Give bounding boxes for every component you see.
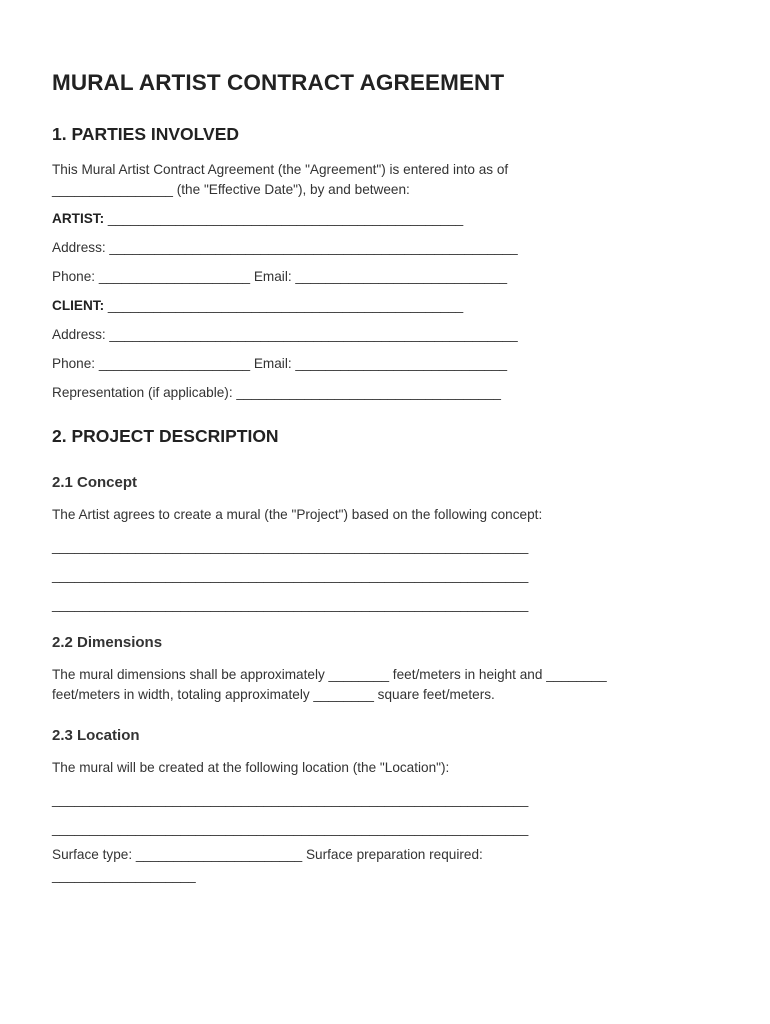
surface-preparation-field: ___________________ [52,868,196,883]
client-name-row [52,298,463,313]
client-address-field: Address: ______________________________________________________ [52,327,518,342]
location-blank-line-2: _______________________________________________________________ [52,821,529,836]
concept-text: The Artist agrees to create a mural (the "Project") based on the following concept: [52,507,543,522]
section-project-heading: 2. PROJECT DESCRIPTION [52,426,279,446]
dimensions-line-1: The mural dimensions shall be approximately ________ feet/meters in height and ________ [52,667,607,682]
representation-field: Representation (if applicable): ___________________________________ [52,385,501,400]
location-blank-line-1: _______________________________________________________________ [52,792,529,807]
effective-date-line: ________________ (the "Effective Date"), by and between: [52,182,410,197]
client-name-field: _______________________________________________ [107,298,464,313]
concept-blank-line-1: _______________________________________________________________ [52,539,529,554]
client-label: CLIENT: [52,298,105,313]
concept-heading: 2.1 Concept [52,474,138,491]
surface-type-field: Surface type: ______________________ Surface preparation required: [52,847,483,862]
artist-address-field: Address: ______________________________________________________ [52,240,518,255]
intro-line-1: This Mural Artist Contract Agreement (the "Agreement") is entered into as of [52,162,509,177]
client-phone-email-field: Phone: ____________________ Email: ____________________________ [52,356,508,371]
document-title: MURAL ARTIST CONTRACT AGREEMENT [52,70,505,95]
concept-blank-line-3: _______________________________________________________________ [52,597,529,612]
location-heading: 2.3 Location [52,727,140,744]
dimensions-heading: 2.2 Dimensions [52,634,163,651]
artist-name-field: _______________________________________________ [107,211,464,226]
artist-label: ARTIST: [52,211,105,226]
concept-blank-line-2: _______________________________________________________________ [52,568,529,583]
artist-phone-email-field: Phone: ____________________ Email: ____________________________ [52,269,508,284]
artist-name-row [52,211,463,226]
location-text: The mural will be created at the following location (the "Location"): [52,760,450,775]
dimensions-line-2: feet/meters in width, totaling approximately ________ square feet/meters. [52,687,495,702]
section-parties-heading: 1. PARTIES INVOLVED [52,124,240,144]
